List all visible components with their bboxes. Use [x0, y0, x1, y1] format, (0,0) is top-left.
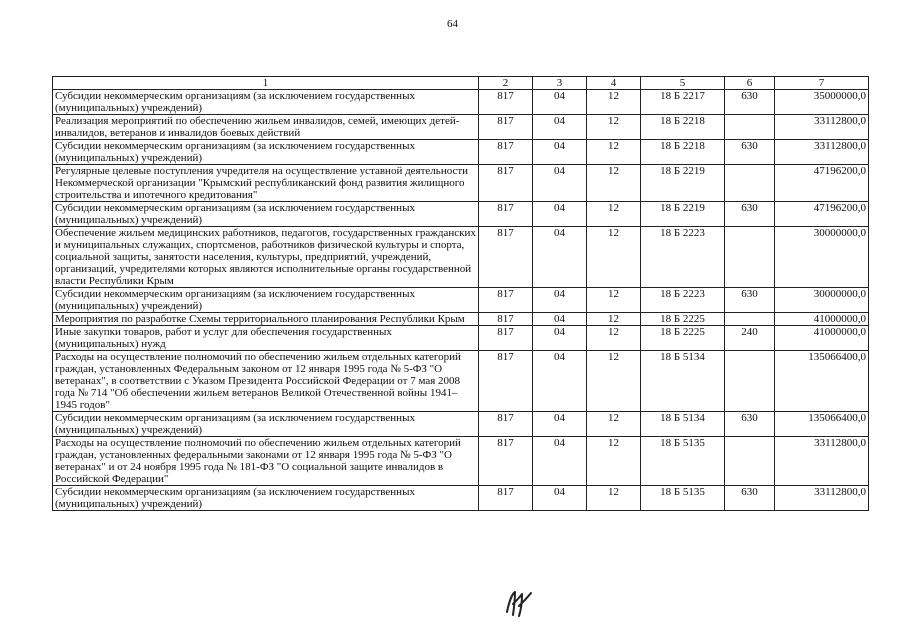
row-code-subsection: 12 — [587, 412, 641, 437]
row-code-subsection: 12 — [587, 202, 641, 227]
row-description: Расходы на осуществление полномочий по обеспечению жильем отдельных категорий граждан, установленных федеральными законами от 12 января 1995 года № 5-ФЗ "О ветеранах" и от 24 ноября 1995 года № 181-ФЗ "О социальной защите инвалидов в Российской Федерации" — [53, 437, 479, 486]
row-amount: 33112800,0 — [775, 140, 869, 165]
row-code-subsection: 12 — [587, 227, 641, 288]
row-code-expense-type — [725, 165, 775, 202]
table-row — [53, 486, 869, 511]
row-amount: 30000000,0 — [775, 288, 869, 313]
row-code-subsection: 12 — [587, 115, 641, 140]
row-description: Иные закупки товаров, работ и услуг для обеспечения государственных (муниципальных) нужд — [53, 326, 479, 351]
table-row — [53, 140, 869, 165]
column-header: 7 — [775, 77, 869, 90]
row-code-ministry: 817 — [479, 140, 533, 165]
row-description: Субсидии некоммерческим организациям (за исключением государственных (муниципальных) учреждений) — [53, 288, 479, 313]
row-code-subsection: 12 — [587, 486, 641, 511]
row-code-ministry: 817 — [479, 288, 533, 313]
column-header: 2 — [479, 77, 533, 90]
row-amount: 33112800,0 — [775, 115, 869, 140]
row-amount: 35000000,0 — [775, 90, 869, 115]
table-header-row — [53, 77, 869, 90]
row-code-ministry: 817 — [479, 412, 533, 437]
row-description: Субсидии некоммерческим организациям (за исключением государственных (муниципальных) учреждений) — [53, 90, 479, 115]
row-code-subsection: 12 — [587, 313, 641, 326]
table-row — [53, 326, 869, 351]
table-row — [53, 165, 869, 202]
row-code-ministry: 817 — [479, 165, 533, 202]
row-code-expense-type — [725, 351, 775, 412]
row-amount: 47196200,0 — [775, 165, 869, 202]
row-code-section: 04 — [533, 115, 587, 140]
budget-table — [52, 76, 869, 511]
row-code-expense-type: 630 — [725, 486, 775, 511]
table-row — [53, 313, 869, 326]
row-code-section: 04 — [533, 351, 587, 412]
row-amount: 135066400,0 — [775, 351, 869, 412]
row-amount: 41000000,0 — [775, 313, 869, 326]
row-code-target: 18 Б 2219 — [641, 202, 725, 227]
row-code-expense-type: 630 — [725, 202, 775, 227]
row-code-subsection: 12 — [587, 351, 641, 412]
row-description: Реализация мероприятий по обеспечению жильем инвалидов, семей, имеющих детей-инвалидов, ветеранов и инвалидов боевых действий — [53, 115, 479, 140]
row-code-ministry: 817 — [479, 437, 533, 486]
row-code-expense-type: 630 — [725, 140, 775, 165]
row-amount: 33112800,0 — [775, 437, 869, 486]
row-code-target: 18 Б 5134 — [641, 412, 725, 437]
table-row — [53, 351, 869, 412]
row-code-expense-type — [725, 313, 775, 326]
row-code-expense-type: 240 — [725, 326, 775, 351]
row-code-section: 04 — [533, 288, 587, 313]
row-description: Расходы на осуществление полномочий по обеспечению жильем отдельных категорий граждан, установленных Федеральным законом от 12 января 1995 года № 5-ФЗ "О ветеранах", в соответствии с Указом Президента Российской Федерации от 7 мая 2008 года № 714 "Об обеспечении жильем ветеранов Великой Отечественной войны 1941–1945 годов" — [53, 351, 479, 412]
row-code-expense-type: 630 — [725, 90, 775, 115]
table-body — [53, 90, 869, 511]
row-code-section: 04 — [533, 486, 587, 511]
row-code-expense-type — [725, 227, 775, 288]
row-amount: 41000000,0 — [775, 326, 869, 351]
table-row — [53, 115, 869, 140]
row-code-section: 04 — [533, 90, 587, 115]
table-row — [53, 412, 869, 437]
row-code-section: 04 — [533, 140, 587, 165]
row-description: Субсидии некоммерческим организациям (за исключением государственных (муниципальных) учреждений) — [53, 202, 479, 227]
row-code-section: 04 — [533, 313, 587, 326]
row-code-target: 18 Б 2223 — [641, 227, 725, 288]
row-description: Регулярные целевые поступления учредителя на осуществление уставной деятельности Некоммерческой организации "Крымский республиканский фонд развития жилищного строительства и ипотечного кредитования" — [53, 165, 479, 202]
row-code-subsection: 12 — [587, 90, 641, 115]
row-code-section: 04 — [533, 227, 587, 288]
row-code-section: 04 — [533, 437, 587, 486]
page-number: 64 — [447, 18, 458, 30]
row-code-section: 04 — [533, 412, 587, 437]
row-code-target: 18 Б 2225 — [641, 313, 725, 326]
row-code-target: 18 Б 5135 — [641, 486, 725, 511]
table-row — [53, 90, 869, 115]
row-code-ministry: 817 — [479, 351, 533, 412]
row-description: Субсидии некоммерческим организациям (за исключением государственных (муниципальных) учреждений) — [53, 140, 479, 165]
column-header: 3 — [533, 77, 587, 90]
handwritten-signature-mark — [503, 588, 537, 618]
row-code-target: 18 Б 2218 — [641, 115, 725, 140]
row-code-expense-type — [725, 115, 775, 140]
row-code-ministry: 817 — [479, 202, 533, 227]
row-code-subsection: 12 — [587, 140, 641, 165]
row-code-target: 18 Б 5135 — [641, 437, 725, 486]
table-row — [53, 227, 869, 288]
table-row — [53, 202, 869, 227]
row-code-section: 04 — [533, 202, 587, 227]
row-code-ministry: 817 — [479, 313, 533, 326]
row-code-ministry: 817 — [479, 486, 533, 511]
row-description: Субсидии некоммерческим организациям (за исключением государственных (муниципальных) учреждений) — [53, 412, 479, 437]
row-description: Субсидии некоммерческим организациям (за исключением государственных (муниципальных) учреждений) — [53, 486, 479, 511]
row-description: Обеспечение жильем медицинских работников, педагогов, государственных гражданских и муниципальных служащих, спортсменов, работников физической культуры и спорта, социальной защиты, занятости населения, культуры, предприятий, учреждений, организаций, учредителями которых являются исполнительные органы государственной власти Республики Крым — [53, 227, 479, 288]
row-amount: 30000000,0 — [775, 227, 869, 288]
row-code-expense-type — [725, 437, 775, 486]
row-code-subsection: 12 — [587, 326, 641, 351]
row-code-expense-type: 630 — [725, 412, 775, 437]
row-code-target: 18 Б 5134 — [641, 351, 725, 412]
table-row — [53, 288, 869, 313]
column-header: 1 — [53, 77, 479, 90]
row-code-section: 04 — [533, 165, 587, 202]
row-code-ministry: 817 — [479, 326, 533, 351]
row-code-ministry: 817 — [479, 90, 533, 115]
row-code-target: 18 Б 2217 — [641, 90, 725, 115]
row-code-target: 18 Б 2219 — [641, 165, 725, 202]
table-row — [53, 437, 869, 486]
row-amount: 33112800,0 — [775, 486, 869, 511]
column-header: 6 — [725, 77, 775, 90]
row-amount: 47196200,0 — [775, 202, 869, 227]
column-header: 5 — [641, 77, 725, 90]
row-code-subsection: 12 — [587, 165, 641, 202]
row-code-subsection: 12 — [587, 288, 641, 313]
row-code-target: 18 Б 2223 — [641, 288, 725, 313]
row-code-target: 18 Б 2218 — [641, 140, 725, 165]
row-code-expense-type: 630 — [725, 288, 775, 313]
row-code-target: 18 Б 2225 — [641, 326, 725, 351]
row-code-subsection: 12 — [587, 437, 641, 486]
row-code-section: 04 — [533, 326, 587, 351]
row-code-ministry: 817 — [479, 115, 533, 140]
row-code-ministry: 817 — [479, 227, 533, 288]
row-amount: 135066400,0 — [775, 412, 869, 437]
row-description: Мероприятия по разработке Схемы территориального планирования Республики Крым — [53, 313, 479, 326]
column-header: 4 — [587, 77, 641, 90]
